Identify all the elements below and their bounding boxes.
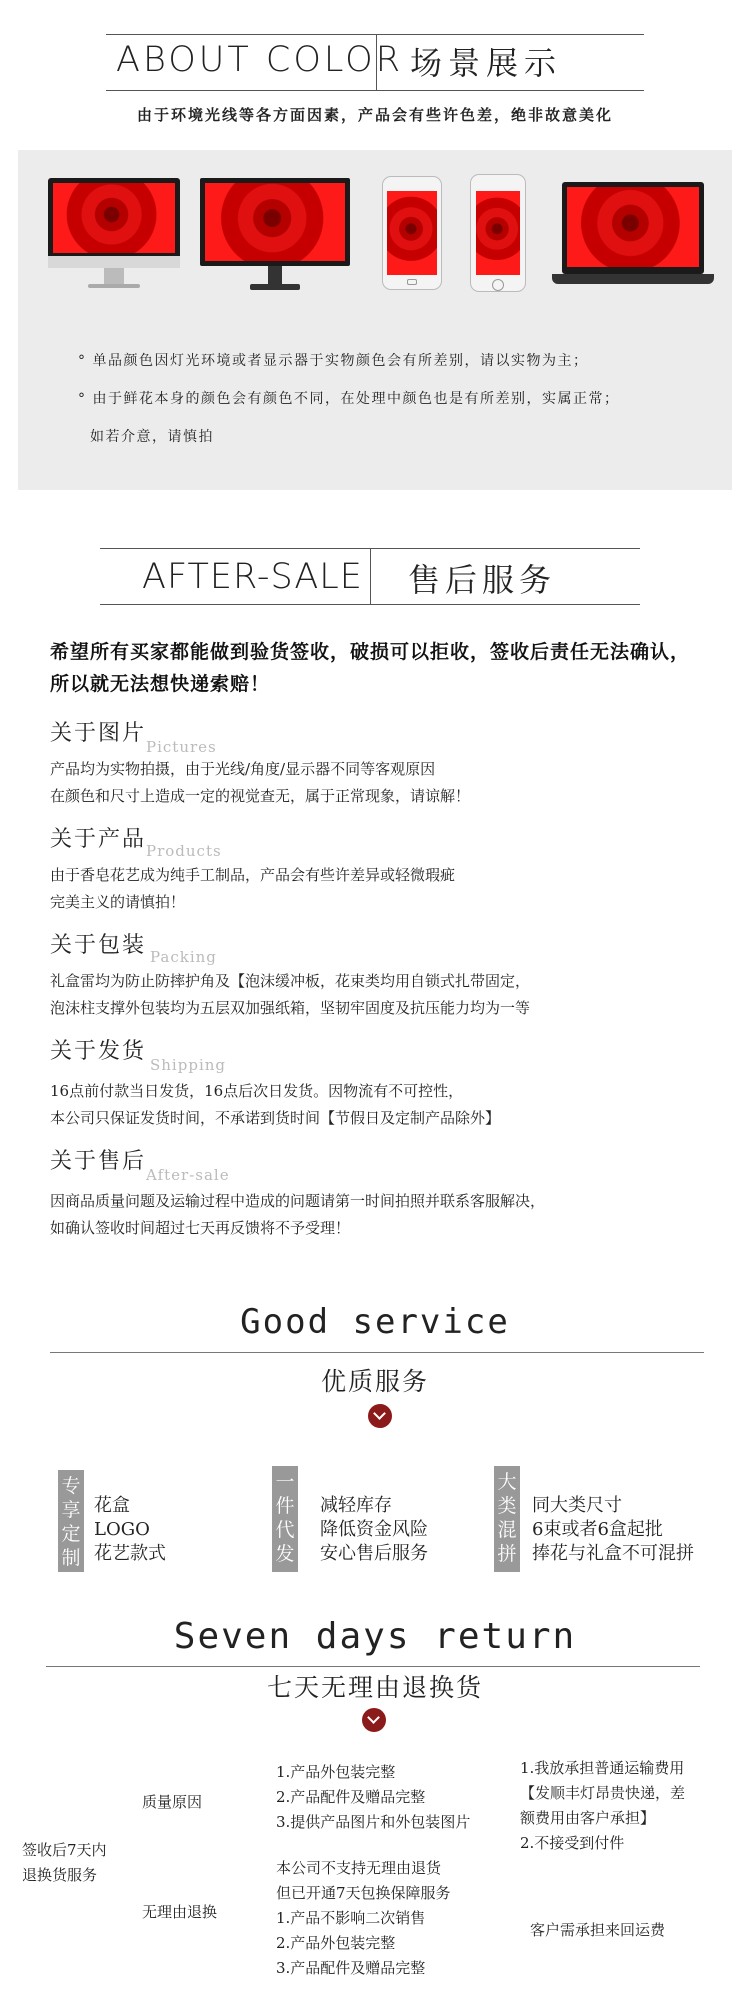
section-body xyxy=(50,1188,545,1242)
section-title-en: Shipping xyxy=(150,1056,226,1074)
after-divider xyxy=(370,548,371,604)
monitor-device xyxy=(200,178,350,296)
service-label: 大类混拼 xyxy=(497,1471,517,1565)
intro-line: 希望所有买家都能做到验货签收，破损可以拒收，签收后责任无法确认， xyxy=(50,641,691,663)
condition-line: 但已开通7天包换保障服务 xyxy=(276,1884,451,1902)
return-scope-line: 签收后7天内 xyxy=(22,1841,107,1859)
condition-line: 1.产品不影响二次销售 xyxy=(276,1909,426,1927)
return-scope xyxy=(22,1838,107,1888)
section-line: 因商品质量问题及运输过程中造成的问题请第一时间拍照并联系客服解决， xyxy=(50,1192,546,1210)
noreason-label: 无理由退换 xyxy=(142,1903,218,1921)
section-line: 泡沫柱支撑外包装均为五层双加强纸箱，坚韧牢固度及抗压能力均为一等 xyxy=(50,999,531,1017)
seven-days-title-en: Seven days return xyxy=(173,1616,577,1657)
rose-image xyxy=(53,183,175,253)
service-item: 花艺款式 xyxy=(94,1543,166,1564)
about-title-cn: 场景展示 xyxy=(410,44,563,82)
quality-notes xyxy=(520,1756,685,1856)
intro-line: 所以就无法想快递索赔！ xyxy=(50,673,271,695)
condition-line: 本公司不支持无理由退货 xyxy=(276,1859,442,1877)
laptop-device xyxy=(552,182,714,290)
seven-days-title-cn: 七天无理由退换货 xyxy=(266,1673,483,1702)
quality-conditions xyxy=(276,1760,470,1835)
section-body xyxy=(50,968,530,1022)
good-service-rule xyxy=(50,1352,704,1353)
service-item: 6束或者6盒起批 xyxy=(532,1519,663,1540)
service-item: 同大类尺寸 xyxy=(532,1495,622,1516)
about-subtitle: 由于环境光线等各方面因素，产品会有些许色差，绝非故意美化 xyxy=(136,106,613,124)
about-top-rule xyxy=(106,34,644,35)
section-title: 关于售后 xyxy=(50,1149,147,1174)
after-title-en: AFTER-SALE xyxy=(142,557,363,597)
service-items xyxy=(94,1494,166,1566)
note-line: ° 单品颜色因灯光环境或者显示器于实物颜色会有所差别，请以实物为主； xyxy=(78,353,589,369)
good-service-title-en: Good service xyxy=(240,1302,510,1342)
chevron-down-icon xyxy=(362,1708,386,1732)
section-title: 关于图片 xyxy=(50,721,147,746)
service-item: 花盒 xyxy=(94,1495,130,1516)
condition-line: 3.提供产品图片和外包装图片 xyxy=(276,1813,471,1831)
note-line: ° 由于鲜花本身的颜色会有颜色不同，在处理中颜色也是有所差别，实属正常； xyxy=(78,391,620,407)
service-item: LOGO xyxy=(94,1519,150,1540)
section-title: 关于产品 xyxy=(50,827,147,852)
rose-image xyxy=(567,187,699,267)
section-line: 由于香皂花艺成为纯手工制品，产品会有些许差异或轻微瑕疵 xyxy=(50,866,456,884)
service-items xyxy=(532,1494,694,1566)
section-title: 关于包装 xyxy=(50,933,147,958)
return-scope-line: 退换货服务 xyxy=(22,1866,98,1884)
service-item: 减轻库存 xyxy=(320,1495,392,1516)
condition-line: 2.产品外包装完整 xyxy=(276,1934,396,1952)
section-title-en: After-sale xyxy=(146,1166,230,1184)
section-title: 关于发货 xyxy=(50,1039,147,1064)
good-service-title-cn: 优质服务 xyxy=(320,1367,429,1396)
about-title-en: ABOUT COLOR xyxy=(116,40,404,80)
section-title-en: Products xyxy=(146,842,222,860)
rose-image xyxy=(205,183,345,261)
note-line: 【发顺丰灯昂贵快递，差 xyxy=(520,1784,686,1802)
section-line: 完美主义的请慎拍！ xyxy=(50,893,186,911)
section-line: 本公司只保证发货时间，不承诺到货时间【节假日及定制产品除外】 xyxy=(50,1109,501,1127)
rose-image xyxy=(476,191,520,275)
service-items xyxy=(320,1494,428,1566)
service-item: 安心售后服务 xyxy=(320,1543,428,1564)
service-label-box xyxy=(272,1466,298,1572)
after-title-cn: 售后服务 xyxy=(408,561,557,599)
condition-line: 1.产品外包装完整 xyxy=(276,1763,396,1781)
section-line: 产品均为实物拍摄，由于光线/角度/显示器不同等客观原因 xyxy=(50,760,436,778)
phone-white-device xyxy=(382,176,442,290)
section-body xyxy=(50,862,455,916)
seven-days-rule xyxy=(46,1666,700,1667)
iphone-device xyxy=(470,174,526,292)
note-line: 如若介意，请慎拍 xyxy=(90,429,214,445)
about-bottom-rule xyxy=(106,90,644,91)
after-intro xyxy=(50,636,690,700)
service-label: 专享定制 xyxy=(61,1475,81,1569)
quality-label: 质量原因 xyxy=(142,1793,203,1811)
service-item: 降低资金风险 xyxy=(320,1519,428,1540)
section-line: 礼盒雷均为防止防摔护角及【泡沫缓冲板，花束类均用自锁式扎带固定， xyxy=(50,972,531,990)
condition-line: 2.产品配件及赠品完整 xyxy=(276,1788,426,1806)
section-title-en: Pictures xyxy=(146,738,217,756)
section-line: 如确认签收时间超过七天再反馈将不予受理！ xyxy=(50,1219,351,1237)
service-label-box xyxy=(494,1466,520,1572)
note-line: 2.不接受到付件 xyxy=(520,1834,625,1852)
noreason-conditions xyxy=(276,1856,451,1981)
rose-image xyxy=(387,191,437,275)
after-bottom-rule xyxy=(100,604,640,605)
noreason-note: 客户需承担来回运费 xyxy=(530,1921,666,1939)
condition-line: 3.产品配件及赠品完整 xyxy=(276,1959,426,1977)
service-label-box xyxy=(58,1470,84,1572)
chevron-down-icon xyxy=(368,1404,392,1428)
imac-device xyxy=(48,178,180,296)
section-line: 16点前付款当日发货，16点后次日发货。因物流有不可控性， xyxy=(50,1082,464,1100)
section-body xyxy=(50,1078,500,1132)
note-line: 额费用由客户承担】 xyxy=(520,1809,656,1827)
section-line: 在颜色和尺寸上造成一定的视觉查无，属于正常现象，请谅解！ xyxy=(50,787,471,805)
service-label: 一件代发 xyxy=(275,1471,295,1565)
section-title-en: Packing xyxy=(150,948,217,966)
note-line: 1.我放承担普通运输费用 xyxy=(520,1759,685,1777)
service-item: 捧花与礼盒不可混拼 xyxy=(532,1543,694,1564)
section-body xyxy=(50,756,470,810)
